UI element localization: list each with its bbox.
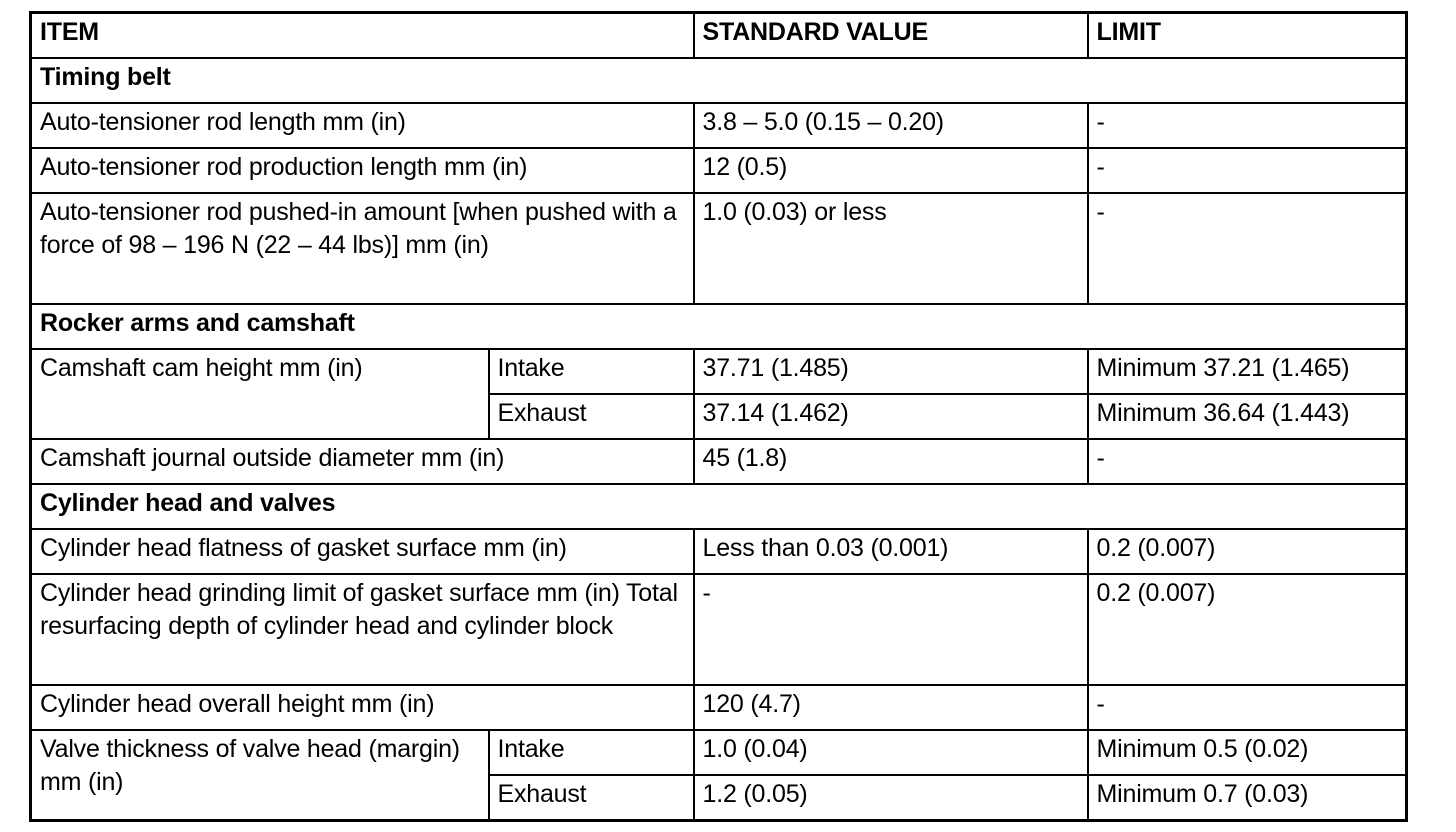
table-row: [31, 103, 1407, 148]
header-standard-value: STANDARD VALUE: [694, 13, 1088, 59]
standard-cell: 1.2 (0.05): [694, 775, 1088, 821]
sub-item-cell: Intake: [489, 730, 694, 775]
table-row: [31, 574, 1407, 685]
limit-cell: -: [1088, 148, 1407, 193]
standard-cell: 120 (4.7): [694, 685, 1088, 730]
item-cell: Camshaft cam height mm (in): [31, 349, 489, 439]
item-cell: Cylinder head flatness of gasket surface mm (in): [31, 529, 694, 574]
table-row: [31, 730, 1407, 775]
section-title-timing-belt: Timing belt: [31, 58, 1407, 103]
item-cell: Auto-tensioner rod pushed-in amount [when pushed with a force of 98 – 196 N (22 – 44 lbs)] mm (in): [31, 193, 694, 304]
table-row: [31, 193, 1407, 304]
header-row: [31, 13, 1407, 59]
standard-cell: -: [694, 574, 1088, 685]
sub-item-cell: Exhaust: [489, 394, 694, 439]
standard-cell: 37.14 (1.462): [694, 394, 1088, 439]
standard-cell: 12 (0.5): [694, 148, 1088, 193]
standard-cell: 1.0 (0.04): [694, 730, 1088, 775]
standard-cell: Less than 0.03 (0.001): [694, 529, 1088, 574]
section-title-rocker-arms: Rocker arms and camshaft: [31, 304, 1407, 349]
table-row: [31, 529, 1407, 574]
sub-item-cell: Intake: [489, 349, 694, 394]
section-row: [31, 58, 1407, 103]
limit-cell: 0.2 (0.007): [1088, 529, 1407, 574]
sub-item-cell: Exhaust: [489, 775, 694, 821]
item-cell: Cylinder head grinding limit of gasket surface mm (in) Total resurfacing depth of cylinder head and cylinder block: [31, 574, 694, 685]
limit-cell: 0.2 (0.007): [1088, 574, 1407, 685]
section-row: [31, 484, 1407, 529]
item-cell: Cylinder head overall height mm (in): [31, 685, 694, 730]
standard-cell: 3.8 – 5.0 (0.15 – 0.20): [694, 103, 1088, 148]
item-cell: Valve thickness of valve head (margin) mm (in): [31, 730, 489, 821]
limit-cell: -: [1088, 193, 1407, 304]
standard-cell: 1.0 (0.03) or less: [694, 193, 1088, 304]
section-title-cylinder-head: Cylinder head and valves: [31, 484, 1407, 529]
table-row: [31, 439, 1407, 484]
limit-cell: Minimum 37.21 (1.465): [1088, 349, 1407, 394]
limit-cell: Minimum 0.5 (0.02): [1088, 730, 1407, 775]
limit-cell: -: [1088, 439, 1407, 484]
header-item: ITEM: [31, 13, 694, 59]
limit-cell: Minimum 0.7 (0.03): [1088, 775, 1407, 821]
table-row: [31, 148, 1407, 193]
item-cell: Auto-tensioner rod length mm (in): [31, 103, 694, 148]
table-row: [31, 685, 1407, 730]
standard-cell: 45 (1.8): [694, 439, 1088, 484]
header-limit: LIMIT: [1088, 13, 1407, 59]
item-cell: Camshaft journal outside diameter mm (in): [31, 439, 694, 484]
limit-cell: -: [1088, 685, 1407, 730]
section-row: [31, 304, 1407, 349]
standard-cell: 37.71 (1.485): [694, 349, 1088, 394]
limit-cell: -: [1088, 103, 1407, 148]
limit-cell: Minimum 36.64 (1.443): [1088, 394, 1407, 439]
item-cell: Auto-tensioner rod production length mm (in): [31, 148, 694, 193]
table-row: [31, 349, 1407, 394]
spec-table: [29, 11, 1408, 822]
